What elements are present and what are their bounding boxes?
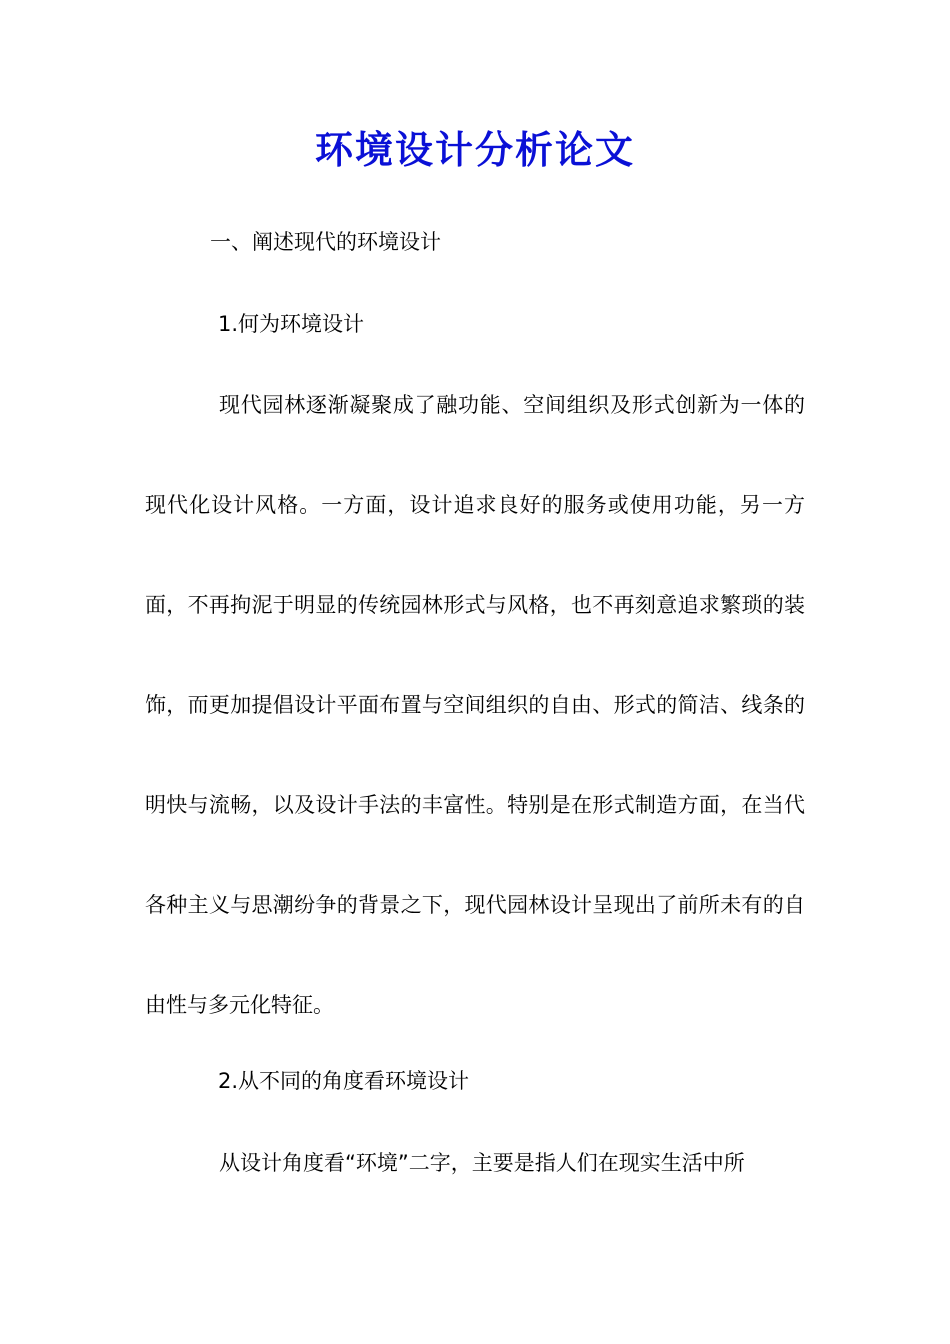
subsection-heading: 2.从不同的角度看环境设计 [218, 1069, 470, 1093]
document-title: 环境设计分析论文 [314, 127, 635, 172]
body-paragraph: 现代园林逐渐凝聚成了融功能、空间组织及形式创新为一体的现代化设计风格。一方面，设计追求良好的服务或使用功能，另一方面，不再拘泥于明显的传统园林形式与风格，也不再刻意追求繁琐的装饰，而更加提倡设计平面布置与空间组织的自由、形式的简洁、线条的明快与流畅，以及设计手法的丰富性。特别是在形式制造方面，在当代各种主义与思潮纷争的背景之下，现代园林设计呈现出了前所未有的自由性与多元化特征。 [145, 393, 805, 1017]
body-paragraph: 从设计角度看“环境”二字，主要是指人们在现实生活中所 [219, 1151, 745, 1175]
subsection-heading: 1.何为环境设计 [218, 312, 365, 336]
section-heading: 一、阐述现代的环境设计 [210, 230, 441, 254]
